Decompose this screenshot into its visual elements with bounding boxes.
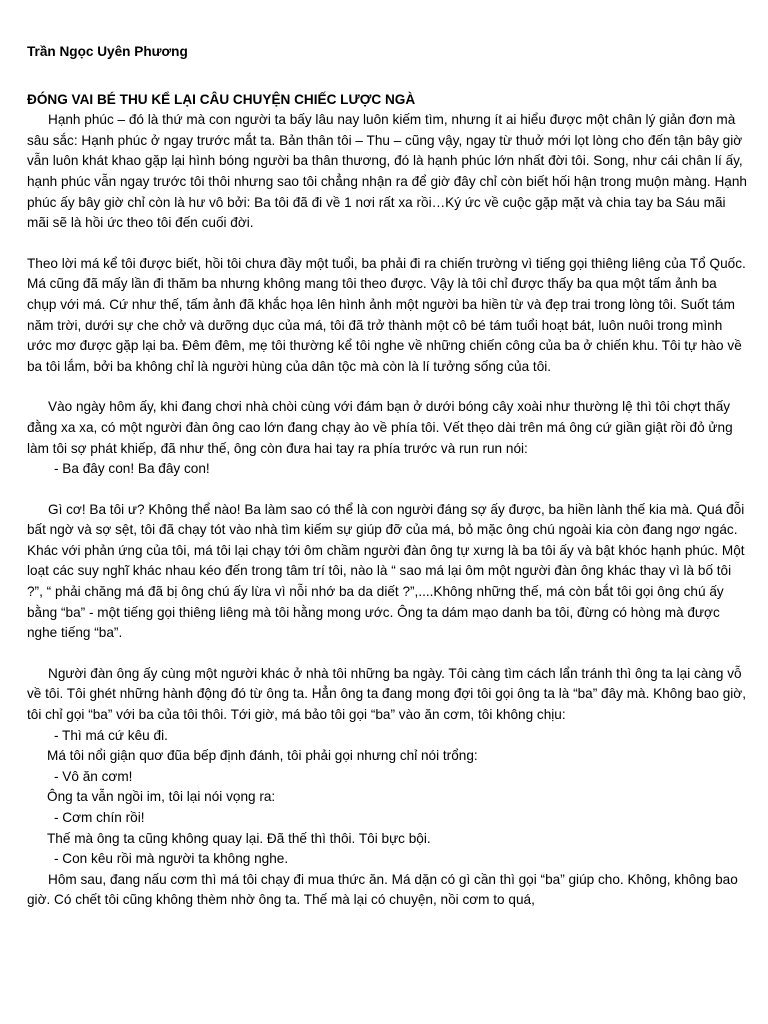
dialog-exchange (27, 726, 749, 870)
author-name: Trần Ngọc Uyên Phương (27, 44, 188, 59)
paragraph-1: Hạnh phúc – đó là thứ mà con người ta bấy lâu nay luôn kiếm tìm, nhưng ít ai hiểu được một chân lý giản đơn mà sâu sắc: Hạnh phúc ở ngay trước mắt ta. Bản thân tôi – Thu – cũng vậy, ngay từ thuở mới lọt lòng cho đến tận bây giờ vẫn luôn khát khao gặp lại hình bóng người ba thân thương, đó là hạnh phúc lớn nhất đời tôi. Song, như cái chân lí ấy, hạnh phúc vẫn ngay trước tôi thôi nhưng sao tôi chẳng nhận ra để giờ đây chỉ còn biết hối hận trong muộn màng. Hạnh phúc ấy bây giờ chỉ còn là hư vô bởi: Ba tôi đã đi về 1 nơi rất xa rồi…Ký ức về cuộc gặp mặt và chia tay ba Sáu mãi mãi sẽ là hồi ức theo tôi đến cuối đời. (27, 112, 747, 231)
dialog-line: - Thì má cứ kêu đi. (54, 727, 168, 743)
narration-line: Ông ta vẫn ngồi im, tôi lại nói vọng ra: (47, 789, 276, 805)
paragraph-3: Vào ngày hôm ấy, khi đang chơi nhà chòi cùng với đám bạn ở dưới bóng cây xoài như thường lệ thì tôi chợt thấy đằng xa xa, có một người đàn ông cao lớn đang chạy ào về phía tôi. Vết thẹo dài trên má ông cứ giần giật rồi đỏ ửng làm tôi sợ phát khiếp, đã như thế, ông còn đưa hai tay ra phía trước và run run nói: (27, 399, 733, 456)
paragraph-2: Theo lời má kể tôi được biết, hồi tôi chưa đầy một tuổi, ba phải đi ra chiến trường vì tiếng gọi thiêng liêng của Tổ Quốc. Má cũng đã mấy lần đi thăm ba nhưng không mang tôi theo được. Vậy là tôi chỉ được thấy ba qua một tấm ảnh ba chụp với má. Cứ như thế, tấm ảnh đã khắc họa lên hình ảnh một người ba hiền từ và đẹp trai trong lòng tôi. Suốt tám năm trời, dưới sự che chở và dưỡng dục của má, tôi đã trở thành một cô bé tám tuổi hoạt bát, luôn nuôi trong mình ước mơ được gặp lại ba. Đêm đêm, mẹ tôi thường kể tôi nghe về những chiến công của ba ở chiến khu. Tôi tự hào về ba tôi lắm, bởi ba không chỉ là người hùng của dân tộc mà còn là lí tưởng sống của tôi. (27, 255, 746, 374)
paragraph-5: Người đàn ông ấy cùng một người khác ở nhà tôi những ba ngày. Tôi càng tìm cách lẩn tránh thì ông ta lại càng vỗ về tôi. Tôi ghét những hành động đó từ ông ta. Hẳn ông ta đang mong đợi tôi gọi ông ta là “ba” đây mà. Không bao giờ, tôi chỉ gọi “ba” với ba của tôi thôi. Tới giờ, má bảo tôi gọi “ba” vào ăn cơm, tôi không chịu: (27, 665, 746, 723)
document-page (27, 42, 749, 911)
dialog-line: - Vô ăn cơm! (54, 768, 133, 784)
essay-title: ĐÓNG VAI BÉ THU KỂ LẠI CÂU CHUYỆN CHIẾC LƯỢC NGÀ (27, 91, 416, 107)
narration-line: Má tôi nổi giận quơ đũa bếp định đánh, tôi phải gọi nhưng chỉ nói trổng: (47, 748, 478, 764)
dialog-line: - Con kêu rồi mà người ta không nghe. (54, 851, 289, 867)
paragraph-4: Gì cơ! Ba tôi ư? Không thể nào! Ba làm sao có thể là con người đáng sợ ấy được, ba hiền lành thế kia mà. Quá đỗi bất ngờ và sợ sệt, tôi đã chạy tót vào nhà tìm kiếm sự giúp đỡ của má, bỏ mặc ông chú ngoài kia còn đang ngơ ngác. Khác với phản ứng của tôi, má tôi lại chạy tới ôm chầm người đàn ông tự xưng là ba tôi ấy và bật khóc hạnh phúc. Một loạt các suy nghĩ khác nhau kéo đến trong tâm trí tôi, nào là “ sao má lại ôm một người đàn ông khác thay vì là bố tôi ?”, “ phải chăng má đã bị ông chú ấy lừa vì nỗi nhớ ba da diết ?”,....Không những thế, má còn bắt tôi gọi ông chú ấy bằng “ba” - một tiếng gọi thiêng liêng mà tôi hằng mong ước. Ông ta dám mạo danh ba tôi, đừng có hòng mà được nghe tiếng “ba”. (27, 501, 745, 641)
narration-line: Thế mà ông ta cũng không quay lại. Đã thế thì thôi. Tôi bực bội. (47, 830, 431, 846)
paragraph-6: Hôm sau, đang nấu cơm thì má tôi chạy đi mua thức ăn. Má dặn có gì cần thì gọi “ba” giúp cho. Không, không bao giờ. Có chết tôi cũng không thèm nhờ ông ta. Thế mà lại có chuyện, nồi cơm to quá, (27, 871, 738, 908)
dialog-line: - Cơm chín rồi! (54, 810, 145, 825)
dialog-line: - Ba đây con! Ba đây con! (54, 461, 210, 477)
